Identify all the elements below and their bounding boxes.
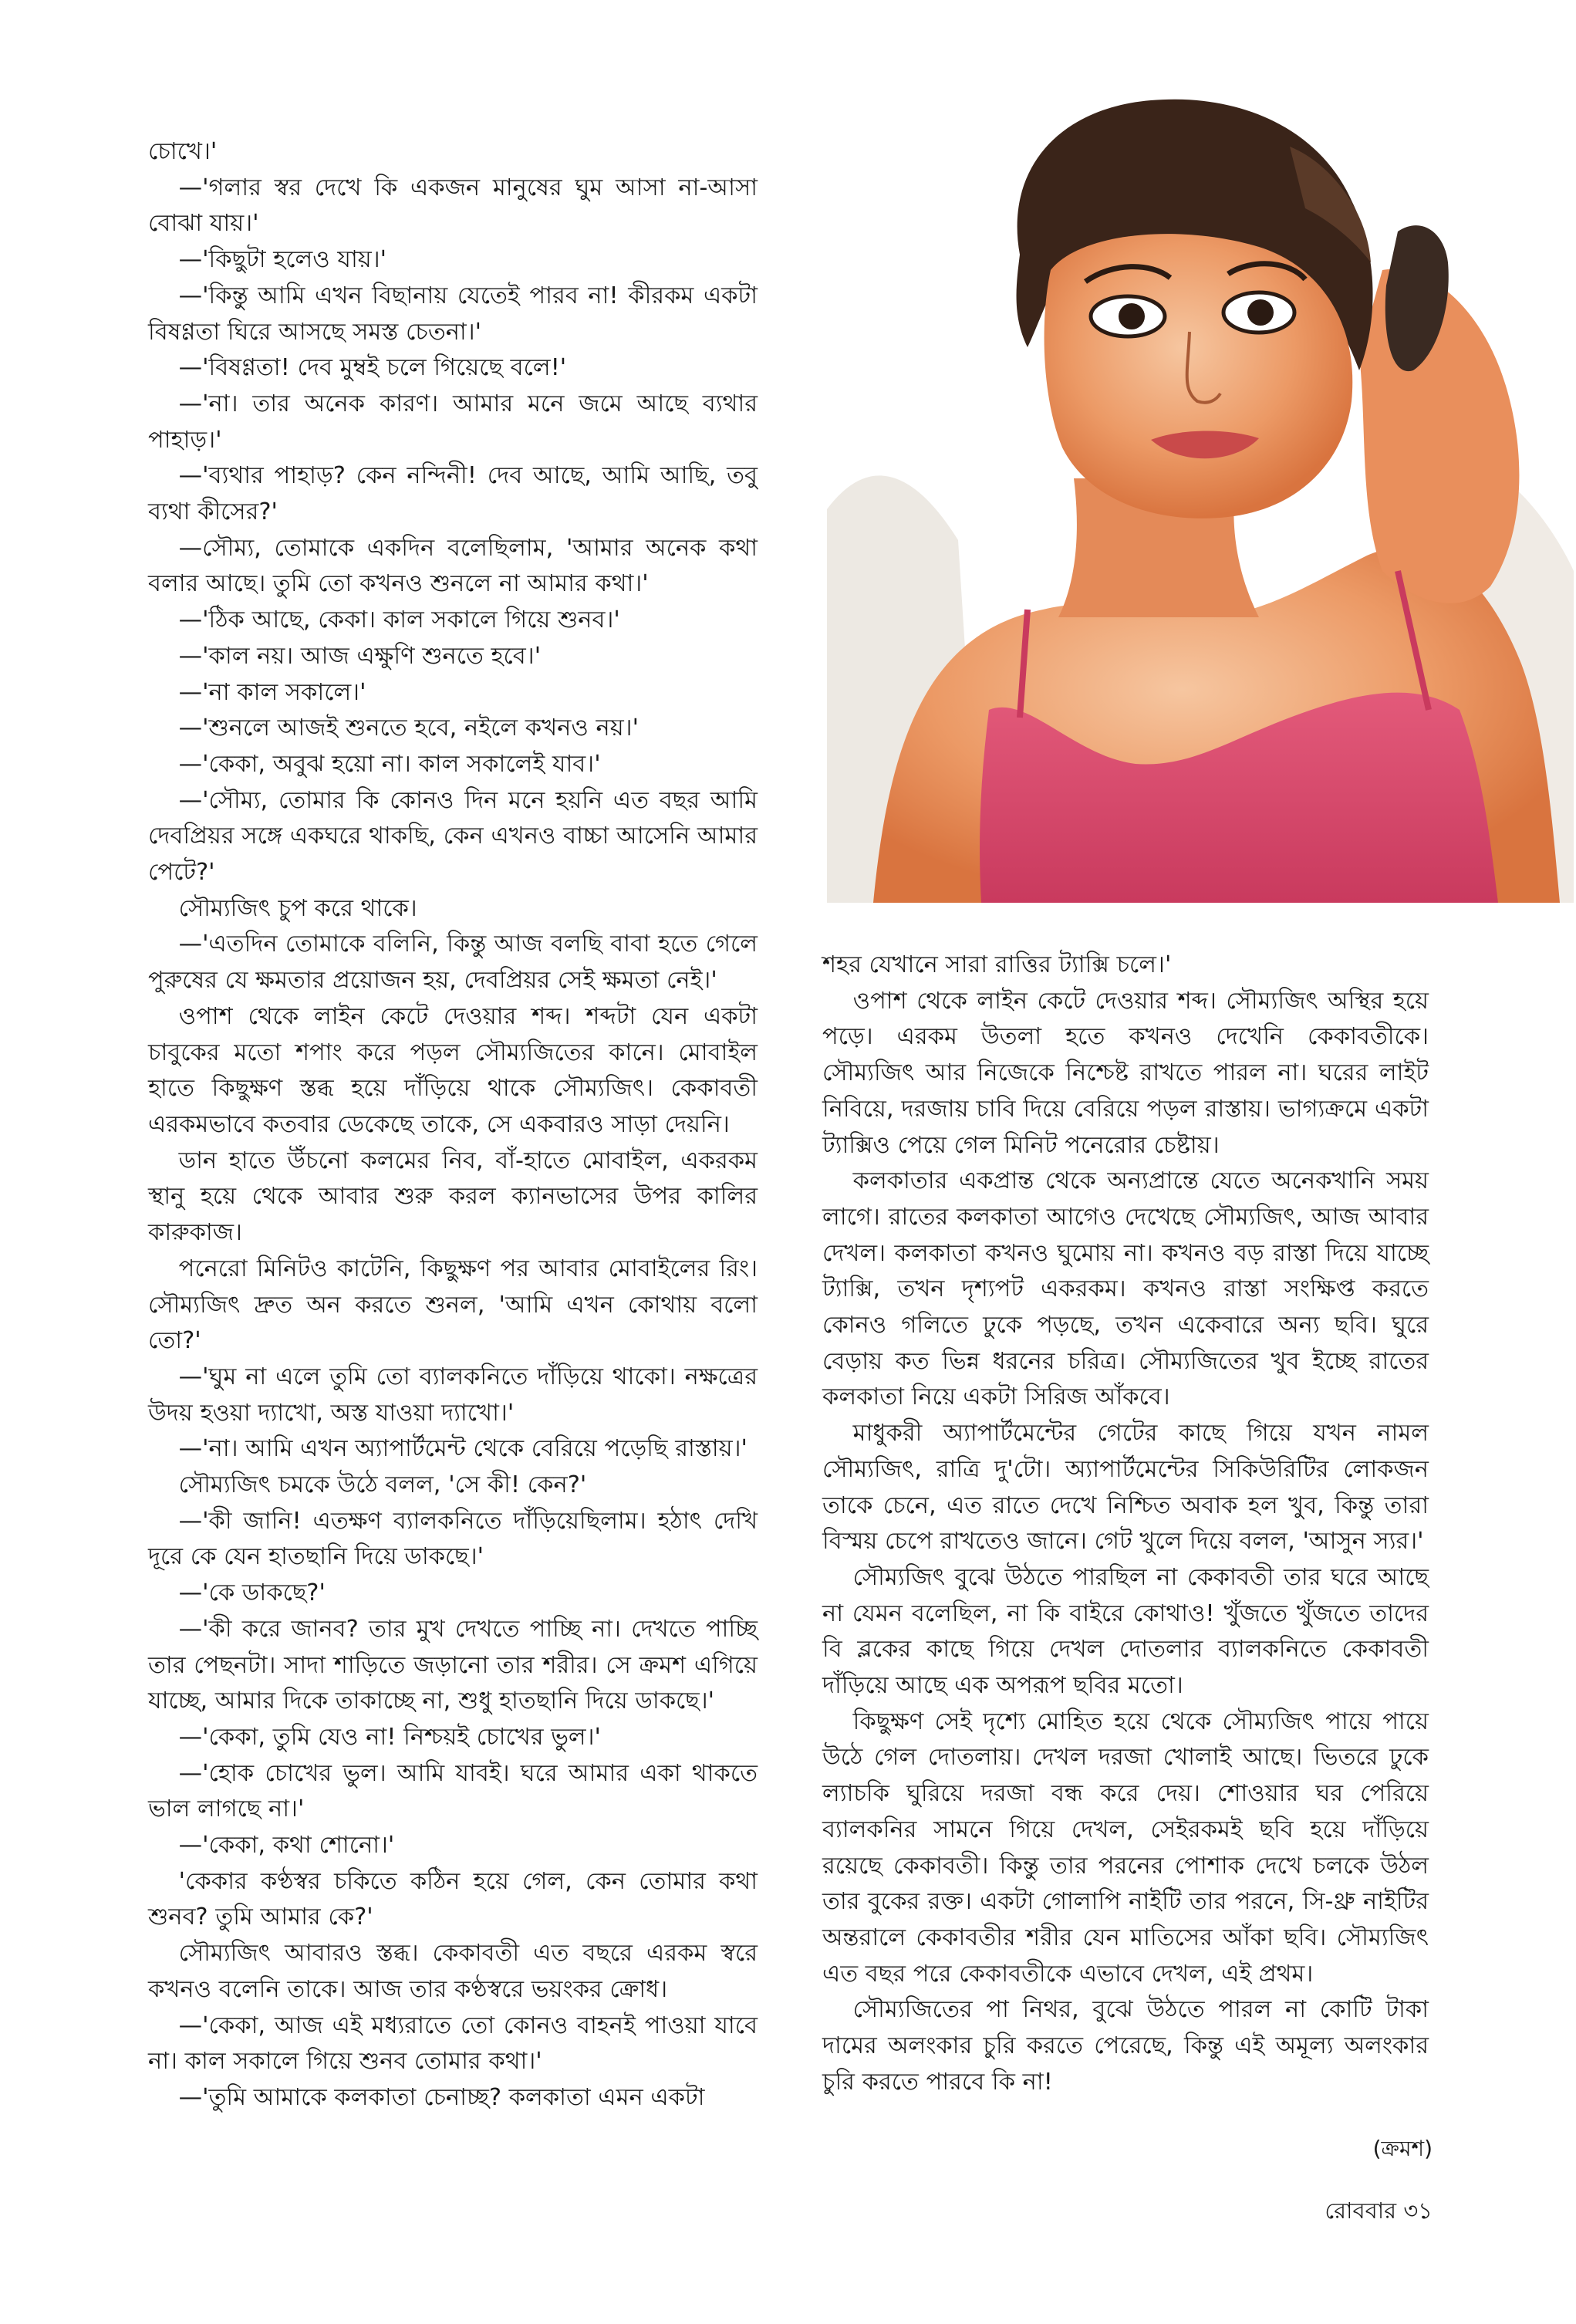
paragraph: —'না। আমি এখন অ্যাপার্টমেন্ট থেকে বেরিয়ে পড়েছি রাস্তায়।' (178, 1435, 748, 1463)
paragraph: —'ব্যথার পাহাড়? কেন নন্দিনী! দেব আছে, আমি আছি, তবু ব্যথা কীসের?' (148, 462, 758, 526)
paragraph: —'সৌম্য, তোমার কি কোনও দিন মনে হয়নি এত বছর আমি দেবপ্রিয়র সঙ্গে একঘরে থাকছি, কেন এখনও বাচ্চা আসেনি আমার পেটে?' (148, 786, 758, 887)
paragraph: ওপাশ থেকে লাইন কেটে দেওয়ার শব্দ। শব্দটা যেন একটা চাবুকের মতো শপাং করে পড়ল সৌম্যজিতের কানে। মোবাইল হাতে কিছুক্ষণ স্তব্ধ হয়ে দাঁড়িয়ে থাকে সৌম্যজিৎ। কেকাবতী এরকমভাবে কতবার ডেকেছে তাকে, সে একবারও সাড়া দেয়নি। (148, 1002, 758, 1138)
paragraph: —'কেকা, আজ এই মধ্যরাতে তো কোনও বাহনই পাওয়া যাবে না। কাল সকালে গিয়ে শুনব তোমার কথা।' (148, 2012, 758, 2076)
paragraph: —'কী করে জানব? তার মুখ দেখতে পাচ্ছি না। দেখতে পাচ্ছি তার পেছনটা। সাদা শাড়িতে জড়ানো তার শরীর। সে ক্রমশ এগিয়ে যাচ্ছে, আমার দিকে তাকাচ্ছে না, শুধু হাতছানি দিয়ে ডাকছে।' (148, 1615, 758, 1715)
paragraph: সৌম্যজিৎ চমকে উঠে বলল, 'সে কী! কেন?' (178, 1471, 587, 1499)
paragraph: সৌম্যজিৎ আবারও স্তব্ধ। কেকাবতী এত বছরে এরকম স্বরে কখনও বলেনি তাকে। আজ তার কণ্ঠস্বরে ভয়ংকর ক্রোধ। (148, 1940, 758, 2003)
paragraph: —'কেকা, তুমি যেও না! নিশ্চয়ই চোখের ভুল।' (178, 1723, 601, 1751)
paragraph: পনেরো মিনিটও কাটেনি, কিছুক্ষণ পর আবার মোবাইলের রিং। সৌম্যজিৎ দ্রুত অন করতে শুনল, 'আমি এখন কোথায় বলো তো?' (148, 1255, 758, 1355)
paragraph: —'কে ডাকছে?' (178, 1579, 326, 1607)
paragraph: —'এতদিন তোমাকে বলিনি, কিন্তু আজ বলছি বাবা হতে গেলে পুরুষের যে ক্ষমতার প্রয়োজন হয়, দেবপ্রিয়র সেই ক্ষমতা নেই।' (148, 931, 758, 995)
paragraph: কিছুক্ষণ সেই দৃশ্যে মোহিত হয়ে থেকে সৌম্যজিৎ পায়ে পায়ে উঠে গেল দোতলায়। দেখল দরজা খোলাই আছে। ভিতরে ঢুকে ল্যাচকি ঘুরিয়ে দরজা বন্ধ করে দেয়। শোওয়ার ঘর পেরিয়ে ব্যালকনির সামনে গিয়ে দেখল, সেইরকমই ছবি হয়ে দাঁড়িয়ে রয়েছে কেকাবতী। কিন্তু তার পরনের পোশাক দেখে চলকে উঠল তার বুকের রক্ত। একটা গোলাপি নাইটি তার পরনে, সি-থ্রু নাইটির অন্তরালে কেকাবতীর শরীর যেন মাতিসের আঁকা ছবি। সৌম্যজিৎ এত বছর পরে কেকাবতীকে এভাবে দেখল, এই প্রথম। (822, 1708, 1429, 1988)
paragraph: —'বিষণ্ণতা! দেব মুম্বই চলে গিয়েছে বলে!' (178, 354, 567, 382)
paragraph: —'শুনলে আজই শুনতে হবে, নইলে কখনও নয়।' (178, 714, 639, 742)
paragraph: —'কিন্তু আমি এখন বিছানায় যেতেই পারব না! কীরকম একটা বিষণ্ণতা ঘিরে আসছে সমস্ত চেতনা।' (148, 282, 758, 346)
paragraph: —'ঠিক আছে, কেকা। কাল সকালে গিয়ে শুনব।' (178, 606, 620, 634)
paragraph: কলকাতার একপ্রান্ত থেকে অন্যপ্রান্তে যেতে অনেকখানি সময় লাগে। রাতের কলকাতা আগেও দেখেছে সৌম্যজিৎ, আজ আবার দেখল। কলকাতা কখনও ঘুমোয় না। কখনও বড় রাস্তা দিয়ে যাচ্ছে ট্যাক্সি, তখন দৃশ্যপট একরকম। কখনও রাস্তা সংক্ষিপ্ত করতে কোনও গলিতে ঢুকে পড়ছে, তখন একেবারে অন্য ছবি। ঘুরে বেড়ায় কত ভিন্ন ধরনের চরিত্র। সৌম্যজিতের খুব ইচ্ছে রাতের কলকাতা নিয়ে একটা সিরিজ আঁকবে। (822, 1167, 1429, 1411)
paragraph: সৌম্যজিৎ চুপ করে থাকে। (178, 894, 417, 922)
paragraph: মাধুকরী অ্যাপার্টমেন্টের গেটের কাছে গিয়ে যখন নামল সৌম্যজিৎ, রাত্রি দু'টো। অ্যাপার্টমেন্টের সিকিউরিটির লোকজন তাকে চেনে, এত রাতে দেখে নিশ্চিত অবাক হল খুব, কিন্তু তারা বিস্ময় চেপে রাখতেও জানে। গেট খুলে দিয়ে বলল, 'আসুন স্যর।' (822, 1420, 1429, 1556)
paragraph: —'তুমি আমাকে কলকাতা চেনাচ্ছ? কলকাতা এমন একটা (178, 2083, 705, 2111)
illustration-woman-on-phone (827, 77, 1574, 903)
paragraph: চোখে।' (148, 138, 218, 165)
article-right-column (822, 948, 1429, 2101)
page-folio: রোববার ৩১ (1325, 2197, 1433, 2224)
paragraph: —'কিছুটা হলেও যায়।' (178, 246, 387, 274)
paragraph: শহর যেখানে সারা রাত্তির ট্যাক্সি চলে।' (822, 951, 1172, 978)
paragraph: ডান হাতে উঁচনো কলমের নিব, বাঁ-হাতে মোবাইল, একরকম স্থানু হয়ে থেকে আবার শুরু করল ক্যানভাসের উপর কালির কারুকাজ। (148, 1147, 758, 1247)
paragraph: সৌম্যজিৎ বুঝে উঠতে পারছিল না কেকাবতী তার ঘরে আছে না যেমন বলেছিল, না কি বাইরে কোথাও! খুঁজতে খুঁজতে তাদের বি ব্লকের কাছে গিয়ে দেখল দোতলার ব্যালকনিতে কেকাবতী দাঁড়িয়ে আছে এক অপরূপ ছবির মতো। (822, 1563, 1429, 1700)
paragraph: —'কী জানি! এতক্ষণ ব্যালকনিতে দাঁড়িয়েছিলাম। হঠাৎ দেখি দূরে কে যেন হাতছানি দিয়ে ডাকছে।' (148, 1507, 758, 1571)
paragraph: —'না কাল সকালে।' (178, 678, 366, 706)
raised-arm (1359, 225, 1519, 603)
paragraph: ওপাশ থেকে লাইন কেটে দেওয়ার শব্দ। সৌম্যজিৎ অস্থির হয়ে পড়ে। এরকম উতলা হতে কখনও দেখেনি কেকাবতীকে। সৌম্যজিৎ আর নিজেকে নিশ্চেষ্ট রাখতে পারল না। ঘরের লাইট নিবিয়ে, দরজায় চাবি দিয়ে বেরিয়ে পড়ল রাস্তায়। ভাগ্যক্রমে একটা ট্যাক্সিও পেয়ে গেল মিনিট পনেরোর চেষ্টায়। (822, 987, 1429, 1159)
paragraph: —'গলার স্বর দেখে কি একজন মানুষের ঘুম আসা না-আসা বোঝা যায়।' (148, 174, 758, 238)
face (1044, 234, 1353, 519)
paragraph: —'কেকা, কথা শোনো।' (178, 1832, 395, 1860)
paragraph: —'হোক চোখের ভুল। আমি যাবই। ঘরে আমার একা থাকতে ভাল লাগছে না।' (148, 1759, 758, 1823)
article-left-column (148, 134, 758, 2116)
paragraph: সৌম্যজিতের পা নিথর, বুঝে উঠতে পারল না কোটি টাকা দামের অলংকার চুরি করতে পেরেছে, কিন্তু এই অমূল্য অলংকার চুরি করতে পারবে কি না! (822, 1996, 1429, 2096)
paragraph: —'কাল নয়। আজ এক্ষুণি শুনতে হবে।' (178, 642, 542, 670)
paragraph: —'ঘুম না এলে তুমি তো ব্যালকনিতে দাঁড়িয়ে থাকো। নক্ষত্রের উদয় হওয়া দ্যাখো, অস্ত যাওয়া দ্যাখো।' (148, 1363, 758, 1427)
paragraph: 'কেকার কণ্ঠস্বর চকিতে কঠিন হয়ে গেল, কেন তোমার কথা শুনব? তুমি আমার কে?' (148, 1867, 758, 1931)
continued-label: (ক্রমশ) (1372, 2136, 1433, 2161)
paragraph: —'কেকা, অবুঝ হয়ো না। কাল সকালেই যাব।' (178, 750, 601, 778)
paragraph: —'না। তার অনেক কারণ। আমার মনে জমে আছে ব্যথার পাহাড়।' (148, 390, 758, 454)
paragraph: —সৌম্য, তোমাকে একদিন বলেছিলাম, 'আমার অনেক কথা বলার আছে। তুমি তো কখনও শুনলে না আমার কথা।' (148, 534, 758, 598)
